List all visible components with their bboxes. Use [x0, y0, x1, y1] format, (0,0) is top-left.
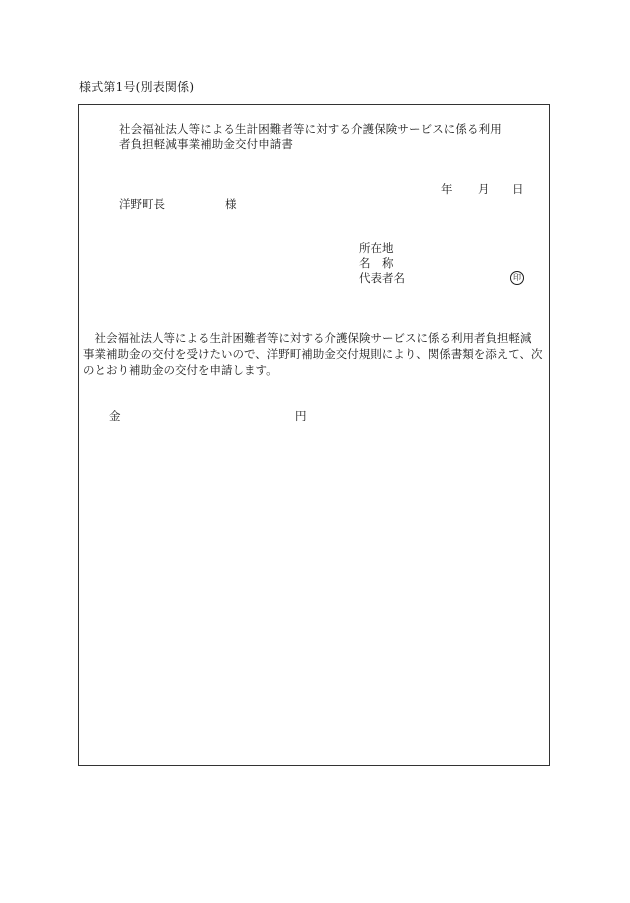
form-title-line-1: 社会福祉法人等による生計困難者等に対する介護保険サービスに係る利用: [119, 122, 502, 136]
amount-label: 金: [109, 409, 121, 423]
addressee-honorific: 様: [225, 197, 237, 211]
applicant-representative-label: 代表者名: [359, 271, 405, 285]
seal-icon: 印: [510, 271, 524, 285]
application-body-text: [83, 330, 547, 378]
date-day-label: 日: [512, 182, 524, 196]
applicant-address-label: 所在地: [359, 241, 394, 255]
body-line-3: のとおり補助金の交付を申請します。: [83, 363, 278, 377]
application-form-box: [78, 104, 550, 766]
amount-unit: 円: [295, 409, 307, 423]
body-line-1: 社会福祉法人等による生計困難者等に対する介護保険サービスに係る利用者負担軽減: [83, 331, 532, 345]
date-year-label: 年: [441, 182, 453, 196]
date-month-label: 月: [478, 182, 490, 196]
form-title-line-2: 者負担軽減事業補助金交付申請書: [119, 137, 293, 151]
form-number: 様式第1号(別表関係): [79, 80, 195, 94]
date-row: [441, 182, 524, 197]
addressee: 洋野町長: [119, 197, 165, 211]
body-line-2: 事業補助金の交付を受けたいので、洋野町補助金交付規則により、関係書類を添えて、次: [83, 347, 543, 361]
applicant-name-label: 名 称: [359, 256, 394, 270]
